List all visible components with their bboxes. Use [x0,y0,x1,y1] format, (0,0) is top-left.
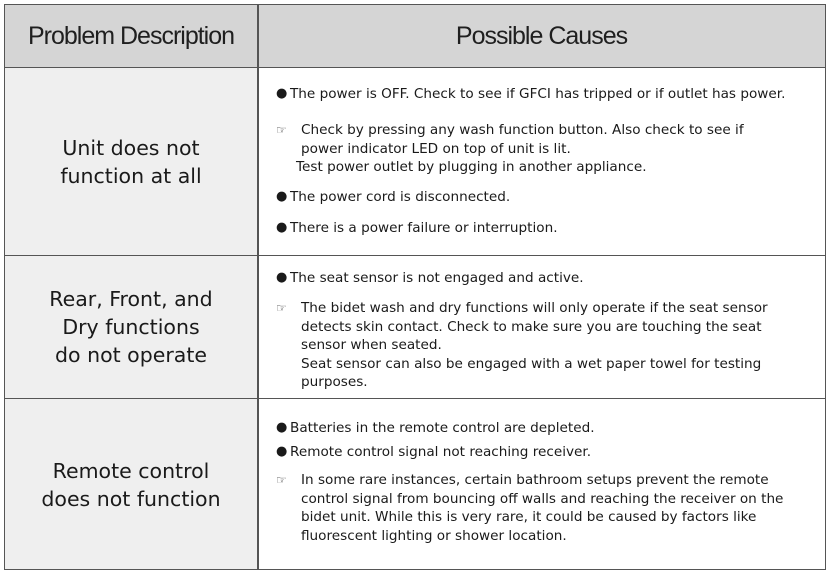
pointing-hand-icon: ☞ [276,473,287,487]
causes-cell [258,399,825,570]
cause-line: The power cord is disconnected. [290,189,511,205]
cause-line: purposes. [301,374,368,390]
cause-text [296,121,807,177]
list-item [276,471,807,545]
problem-line: Unit does not [62,135,200,160]
problem-line: Rear, Front, and [49,287,213,311]
table-row [5,399,825,570]
column-divider [257,5,259,569]
problem-line: do not operate [55,343,207,367]
cause-text [290,419,807,438]
list-item [276,219,807,238]
cause-line: detects skin contact. Check to make sure you are touching the seat [301,318,762,335]
problem-cell [5,399,257,570]
table-header [5,5,825,68]
problem-line: Dry functions [62,315,200,339]
cause-text [301,299,807,392]
bullet-icon: ● [276,220,288,235]
list-item [276,188,807,207]
list-item [276,121,807,177]
problem-text [60,134,201,190]
list-item [276,443,807,462]
cause-line: sensor when seated. [301,337,442,353]
problem-line: Remote control [52,459,210,483]
cause-text [290,85,807,104]
cause-text [290,443,807,462]
problem-text [41,457,220,513]
causes-cell [258,68,825,255]
bullet-icon: ● [276,189,288,204]
cause-line: Batteries in the remote control are depleted. [290,420,595,436]
cause-line: Seat sensor can also be engaged with a wet paper towel for testing [301,355,762,372]
pointing-hand-icon: ☞ [276,123,287,137]
cause-line: The power is OFF. Check to see if GFCI has tripped or if outlet has power. [290,86,786,102]
cause-line: The bidet wash and dry functions will only operate if the seat sensor [301,300,768,316]
cause-text [290,219,807,238]
list-item [276,419,807,438]
cause-line: In some rare instances, certain bathroom setups prevent the remote [301,472,769,488]
cause-line: fluorescent lighting or shower location. [301,527,567,544]
list-item [276,299,807,392]
cause-line: Test power outlet by plugging in another appliance. [296,159,647,175]
bullet-icon: ● [276,86,288,101]
list-item [276,269,807,288]
problem-text [49,285,212,369]
cause-line: Check by pressing any wash function button. Also check to see if [301,122,744,138]
pointing-hand-icon: ☞ [276,301,287,315]
cause-line: control signal from bouncing off walls and reaching the receiver on the [301,490,784,507]
cause-line: Remote control signal not reaching receiver. [290,444,592,460]
cause-line: The seat sensor is not engaged and active. [290,270,584,286]
cause-text [301,471,807,545]
cause-line: power indicator LED on top of unit is lit. [301,140,571,157]
table-row [5,68,825,256]
cause-text [290,269,807,288]
problem-cell [5,68,257,255]
list-item [276,85,807,104]
bullet-icon: ● [276,420,288,435]
bullet-icon: ● [276,270,288,285]
causes-cell [258,256,825,398]
table-row [5,256,825,399]
cause-text [290,188,807,207]
problem-description-header: Problem Description [27,21,235,50]
cause-line: bidet unit. While this is very rare, it could be caused by factors like [301,509,757,525]
problem-line: function at all [60,163,202,188]
problem-cell [5,256,257,398]
bullet-icon: ● [276,444,288,459]
problem-line: does not function [41,487,221,511]
possible-causes-header: Possible Causes [455,21,628,50]
troubleshooting-table [4,4,826,570]
cause-line: There is a power failure or interruption. [290,220,558,236]
